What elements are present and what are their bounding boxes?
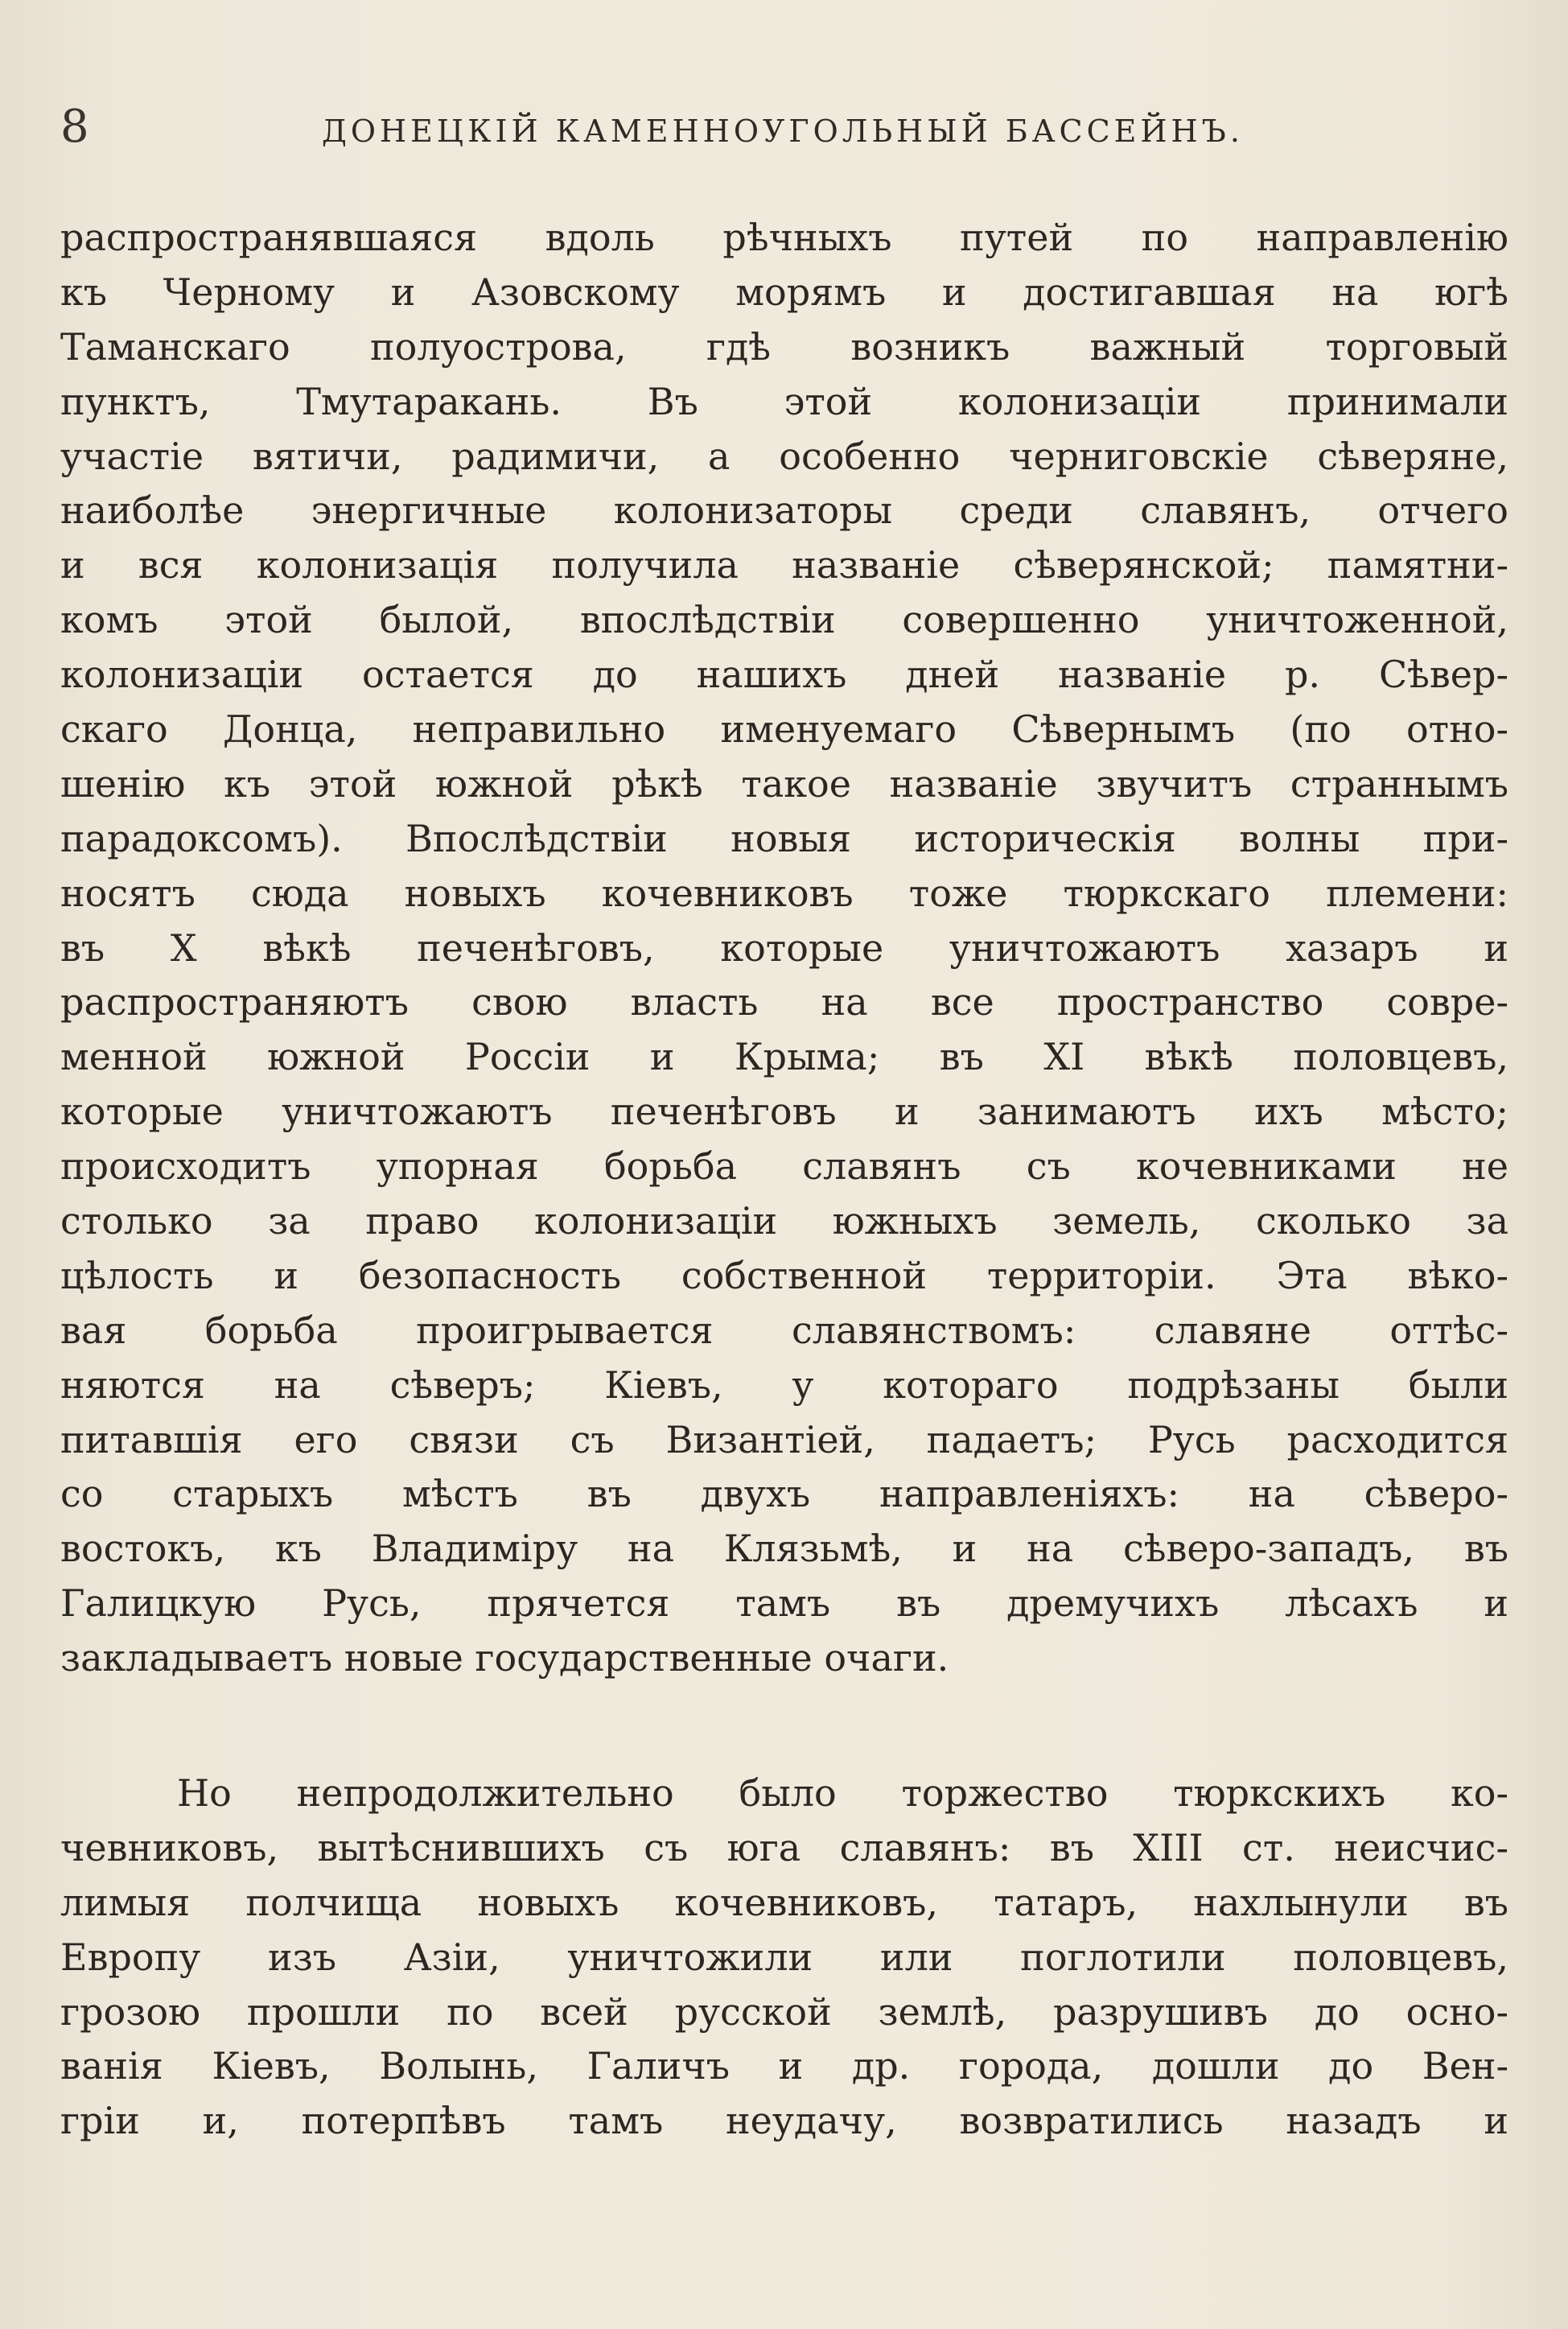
text-line: комъ этой былой, впослѣдствіи совершенно уничтоженной, (60, 598, 1508, 642)
text-line: въ X вѣкѣ печенѣговъ, которые уничтожаютъ хазаръ и (60, 925, 1508, 970)
text-line: пунктъ, Тмутаракань. Въ этой колонизаціи принимали (60, 379, 1508, 423)
text-line: наиболѣе энергичные колонизаторы среди славянъ, отчего (60, 488, 1508, 533)
text-line: гріи и, потерпѣвъ тамъ неудачу, возвратились назадъ и (60, 2099, 1508, 2143)
text-line: происходитъ упорная борьба славянъ съ кочевниками не (60, 1144, 1508, 1189)
text-line: питавшія его связи съ Византіей, падаетъ; Русь расходится (60, 1417, 1508, 1461)
text-line: распространявшаяся вдоль рѣчныхъ путей по направленію (60, 216, 1508, 259)
text-line: цѣлость и безопасность собственной территоріи. Эта вѣко- (60, 1253, 1508, 1297)
text-line: грозою прошли по всей русской землѣ, разрушивъ до осно- (60, 1989, 1508, 2034)
text-line: ванія Кіевъ, Волынь, Галичъ и др. города, дошли до Вен- (60, 2044, 1508, 2088)
text-line: закладываетъ новые государственные очаги. (60, 1636, 949, 1680)
running-title: ДОНЕЦКІЙ КАМЕННОУГОЛЬНЫЙ БАССЕЙНЪ. (322, 113, 1244, 149)
text-line: Европу изъ Азіи, уничтожили или поглотили половцевъ, (60, 1935, 1508, 1979)
page-number: 8 (60, 101, 89, 153)
text-line: къ Черному и Азовскому морямъ и достигавшая на югѣ (60, 270, 1508, 314)
text-line: вая борьба проигрывается славянствомъ: славяне оттѣс- (60, 1308, 1508, 1352)
paragraph-2 (60, 1766, 1508, 2149)
text-line: менной южной Россіи и Крыма; въ XI вѣкѣ половцевъ, (60, 1035, 1508, 1079)
text-line: шенію къ этой южной рѣкѣ такое названіе звучитъ страннымъ (60, 761, 1508, 806)
text-line: распространяютъ свою власть на все пространство совре- (60, 980, 1508, 1024)
paragraph-1 (60, 211, 1508, 1686)
text-line: лимыя полчища новыхъ кочевниковъ, татаръ, нахлынули въ (60, 1880, 1508, 1924)
text-line: Галицкую Русь, прячется тамъ въ дремучихъ лѣсахъ и (60, 1581, 1508, 1626)
text-line: скаго Донца, неправильно именуемаго Сѣвернымъ (по отно- (60, 707, 1508, 752)
text-line: носятъ сюда новыхъ кочевниковъ тоже тюркскаго племени: (60, 871, 1508, 915)
text-line: и вся колонизація получила названіе сѣверянской; памятни- (60, 543, 1508, 587)
text-line: столько за право колонизаціи южныхъ земель, сколько за (60, 1199, 1508, 1243)
text-line: чевниковъ, вытѣснившихъ съ юга славянъ: въ XIII ст. неисчис- (60, 1825, 1508, 1869)
text-line: колонизаціи остается до нашихъ дней названіе р. Сѣвер- (60, 653, 1508, 697)
page-header (60, 95, 1508, 159)
text-line: со старыхъ мѣстъ въ двухъ направленіяхъ: на сѣверо- (60, 1472, 1508, 1516)
text-line: востокъ, къ Владиміру на Клязьмѣ, и на сѣверо-западъ, въ (60, 1527, 1508, 1571)
text-line: няются на сѣверъ; Кіевъ, у котораго подрѣзаны были (60, 1362, 1508, 1407)
text-line: парадоксомъ). Впослѣдствіи новыя историческія волны при- (60, 816, 1508, 860)
text-line: Таманскаго полуострова, гдѣ возникъ важный торговый (60, 324, 1508, 369)
text-line: которые уничтожаютъ печенѣговъ и занимаютъ ихъ мѣсто; (60, 1090, 1508, 1134)
text-line: Но непродолжительно было торжество тюркскихъ ко- (177, 1771, 1508, 1815)
text-line: участіе вятичи, радимичи, а особенно черниговскіе сѣверяне, (60, 434, 1508, 478)
